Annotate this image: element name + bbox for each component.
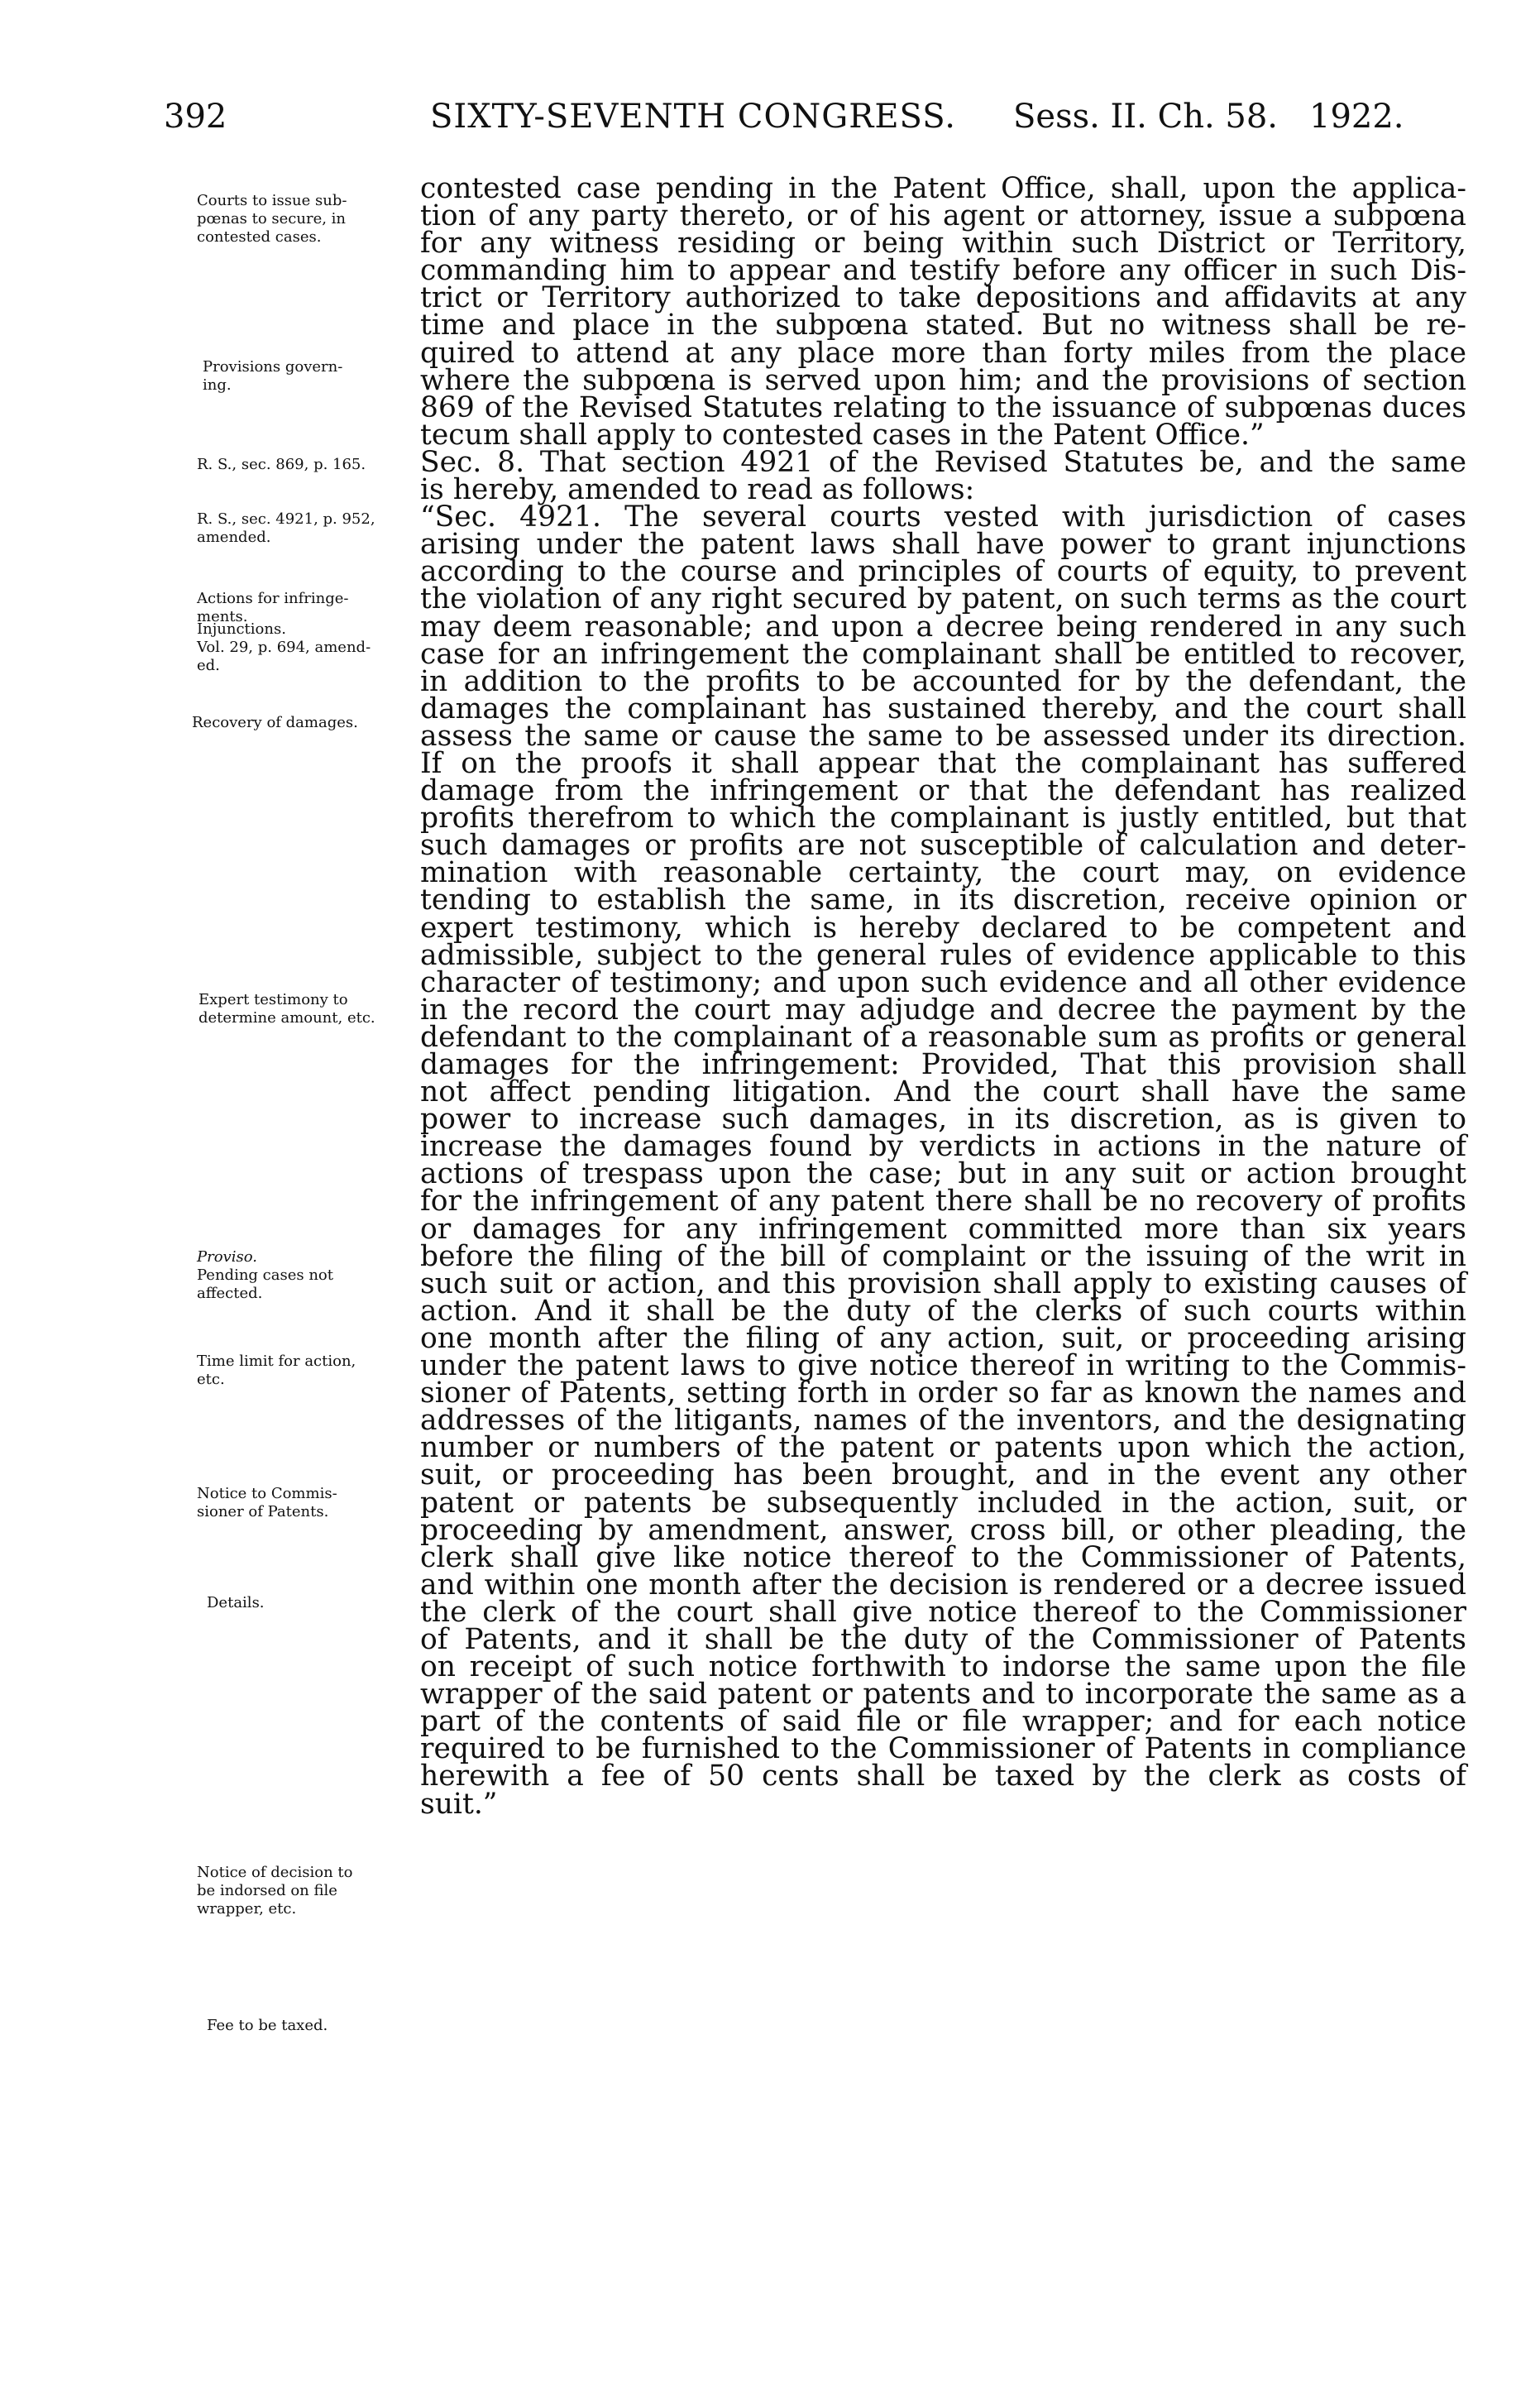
margin-note-line: Time limit for action, xyxy=(197,1353,356,1370)
text-line: under the patent laws to give notice thereof in writing to the Commis- xyxy=(420,1349,1466,1383)
margin-note-line: Notice to Commis- xyxy=(197,1485,337,1502)
statute-text xyxy=(420,172,1466,1821)
text-line: not affect pending litigation. And the court shall have the same xyxy=(420,1075,1466,1109)
text-line: action. And it shall be the duty of the clerks of such courts within xyxy=(420,1294,1466,1328)
margin-note-line: be indorsed on file xyxy=(197,1882,337,1899)
text-line: before the filing of the bill of complaint or the issuing of the writ in xyxy=(420,1239,1466,1273)
text-line: assess the same or cause the same to be assessed under its direction. xyxy=(420,719,1466,753)
running-title: SIXTY-SEVENTH CONGRESS. xyxy=(430,98,956,136)
margin-note-line: Vol. 29, p. 694, amend- xyxy=(197,639,371,656)
text-line: for the infringement of any patent there shall be no recovery of profits xyxy=(420,1185,1466,1219)
text-line: where the subpœna is served upon him; and the provisions of section xyxy=(420,363,1466,397)
margin-note xyxy=(203,358,342,395)
text-line: damages the complainant has sustained thereby, and the court shall xyxy=(420,692,1466,725)
margin-note-line: etc. xyxy=(197,1371,225,1388)
margin-note-line: Notice of decision to xyxy=(197,1864,353,1881)
margin-note-line: sioner of Patents. xyxy=(197,1503,329,1520)
text-line: character of testimony; and upon such evidence and all other evidence xyxy=(420,965,1466,999)
margin-note-line: Proviso. xyxy=(197,1248,257,1266)
text-line: Sec. 8. That section 4921 of the Revised Statutes be, and the same xyxy=(420,445,1466,479)
margin-note-line: ing. xyxy=(203,376,232,394)
margin-note xyxy=(207,2017,328,2035)
margin-note-line: Courts to issue sub- xyxy=(197,192,347,209)
margin-note xyxy=(197,192,347,247)
text-line: case for an infringement the complainant shall be entitled to recover, xyxy=(420,637,1466,671)
text-line: admissible, subject to the general rules of evidence applicable to this xyxy=(420,938,1466,972)
text-line: 869 of the Revised Statutes relating to the issuance of subpœnas duces xyxy=(420,390,1466,424)
text-line: defendant to the complainant of a reasonable sum as profits or general xyxy=(420,1020,1466,1054)
margin-note xyxy=(198,991,375,1027)
text-line: time and place in the subpœna stated. But no witness shall be re- xyxy=(420,309,1466,342)
text-line: herewith a fee of 50 cents shall be taxed by the clerk as costs of xyxy=(420,1760,1466,1793)
text-line: one month after the filing of any action, suit, or proceeding arising xyxy=(420,1321,1466,1355)
margin-note xyxy=(197,510,375,547)
margin-note xyxy=(197,1864,352,1918)
text-line: on receipt of such notice forthwith to indorse the same upon the file xyxy=(420,1650,1466,1684)
text-line: damages for the infringement: Provided, That this provision shall xyxy=(420,1048,1466,1081)
text-line: addresses of the litigants, names of the inventors, and the designating xyxy=(420,1404,1466,1438)
text-line: mination with reasonable certainty, the court may, on evidence xyxy=(420,856,1466,890)
margin-note-line: wrapper, etc. xyxy=(197,1900,297,1918)
text-line: number or numbers of the patent or patents upon which the action, xyxy=(420,1431,1466,1465)
text-line: tecum shall apply to contested cases in the Patent Office.” xyxy=(420,418,1265,452)
text-line: or damages for any infringement committed more than six years xyxy=(420,1212,1466,1246)
text-line: the violation of any right secured by patent, on such terms as the court xyxy=(420,582,1466,616)
margin-note-line: Recovery of damages. xyxy=(192,714,358,731)
margin-note-line: R. S., sec. 4921, p. 952, xyxy=(197,510,375,528)
margin-note-line: contested cases. xyxy=(197,228,322,246)
text-line: profits therefrom to which the complainant is justly entitled, but that xyxy=(420,802,1466,836)
margin-note-line: pœnas to secure, in xyxy=(197,210,347,227)
margin-note-line: Expert testimony to xyxy=(198,991,348,1008)
text-line: for any witness residing or being within such District or Territory, xyxy=(420,227,1466,261)
text-line: commanding him to appear and testify before any officer in such Dis- xyxy=(420,254,1466,288)
margin-note xyxy=(207,1594,265,1612)
text-line: sioner of Patents, setting forth in order so far as known the names and xyxy=(420,1377,1466,1410)
text-line: suit.” xyxy=(420,1787,498,1821)
margin-note xyxy=(197,1485,337,1521)
text-line: expert testimony, which is hereby declared to be competent and xyxy=(420,911,1466,945)
text-line: damage from the infringement or that the defendant has realized xyxy=(420,774,1466,808)
text-line: “Sec. 4921. The several courts vested with jurisdiction of cases xyxy=(420,500,1466,534)
margin-note-line: Provisions govern- xyxy=(203,358,343,376)
margin-note-line: amended. xyxy=(197,529,271,546)
text-line: contested case pending in the Patent Office, shall, upon the applica- xyxy=(420,172,1466,205)
margin-note xyxy=(197,620,371,675)
text-line: trict or Territory authorized to take depositions and affidavits at any xyxy=(420,281,1466,315)
text-line: power to increase such damages, in its discretion, as is given to xyxy=(420,1103,1466,1137)
text-line: tending to establish the same, in its discretion, receive opinion or xyxy=(420,883,1466,917)
margin-note-line: Pending cases not xyxy=(197,1266,333,1284)
margin-notes xyxy=(0,0,414,2394)
margin-note-line: Details. xyxy=(207,1594,265,1611)
text-line: wrapper of the said patent or patents and to incorporate the same as a xyxy=(420,1678,1466,1712)
margin-note-line: determine amount, etc. xyxy=(198,1009,375,1027)
text-line: patent or patents be subsequently included in the action, suit, or xyxy=(420,1486,1466,1520)
text-line: tion of any party thereto, or of his agent or attorney, issue a subpœna xyxy=(420,199,1466,233)
text-line: in the record the court may adjudge and decree the payment by the xyxy=(420,993,1466,1027)
margin-note-line: R. S., sec. 869, p. 165. xyxy=(197,456,366,473)
page-number: 392 xyxy=(164,98,227,136)
margin-note-line: ed. xyxy=(197,657,220,674)
text-line: actions of trespass upon the case; but in any suit or action brought xyxy=(420,1157,1466,1191)
text-line: such damages or profits are not susceptible of calculation and deter- xyxy=(420,829,1466,863)
text-line: arising under the patent laws shall have power to grant injunctions xyxy=(420,528,1466,562)
text-line: part of the contents of said file or file wrapper; and for each notice xyxy=(420,1705,1466,1739)
text-line: and within one month after the decision is rendered or a decree issued xyxy=(420,1568,1466,1602)
text-line: in addition to the profits to be accounted for by the defendant, the xyxy=(420,664,1466,698)
year: 1922. xyxy=(1309,98,1404,136)
text-line: required to be furnished to the Commissioner of Patents in compliance xyxy=(420,1732,1466,1766)
text-line: such suit or action, and this provision shall apply to existing causes of xyxy=(420,1266,1466,1300)
text-line: is hereby, amended to read as follows: xyxy=(420,473,975,507)
text-line: quired to attend at any place more than forty miles from the place xyxy=(420,336,1466,370)
margin-note-line: Injunctions. xyxy=(197,620,286,638)
margin-note-line: affected. xyxy=(197,1285,263,1302)
text-line: according to the course and principles of courts of equity, to prevent xyxy=(420,555,1466,589)
margin-note-line: ments. xyxy=(197,608,248,625)
text-line: If on the proofs it shall appear that the complainant has suffered xyxy=(420,746,1466,780)
margin-note-line: Fee to be taxed. xyxy=(207,2017,328,2034)
text-line: clerk shall give like notice thereof to the Commissioner of Patents, xyxy=(420,1540,1466,1574)
margin-note xyxy=(197,1248,333,1303)
margin-note xyxy=(192,714,358,732)
text-line: increase the damages found by verdicts in actions in the nature of xyxy=(420,1130,1466,1164)
margin-note xyxy=(197,456,366,474)
session-chapter: Sess. II. Ch. 58. xyxy=(1013,98,1278,136)
text-line: the clerk of the court shall give notice thereof to the Commissioner xyxy=(420,1595,1466,1629)
text-line: suit, or proceeding has been brought, and in the event any other xyxy=(420,1458,1466,1492)
margin-note xyxy=(197,1353,356,1389)
text-line: of Patents, and it shall be the duty of the Commissioner of Patents xyxy=(420,1622,1466,1656)
text-line: proceeding by amendment, answer, cross bill, or other pleading, the xyxy=(420,1513,1466,1547)
text-line: may deem reasonable; and upon a decree being rendered in any such xyxy=(420,610,1466,644)
margin-note-line: Actions for infringe- xyxy=(197,590,349,607)
